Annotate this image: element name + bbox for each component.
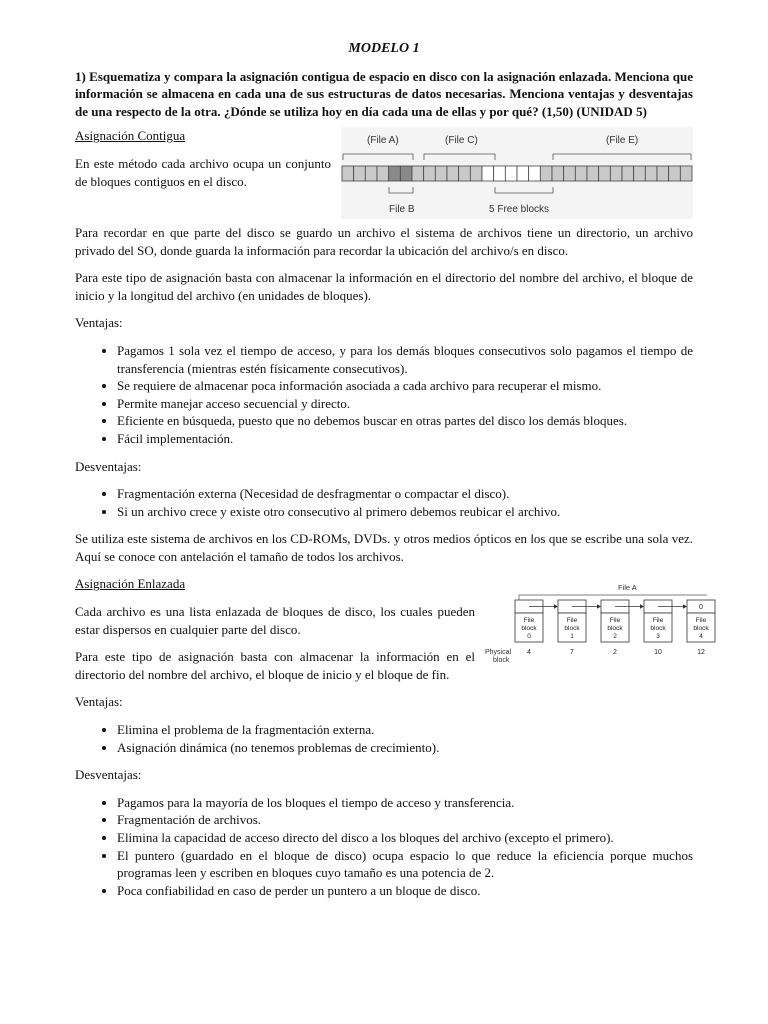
disk-block (389, 166, 401, 181)
physical-block-number: 4 (527, 649, 531, 657)
disk-block (575, 166, 587, 181)
list-item: • Elimina el problema de la fragmentación externa. (117, 721, 693, 739)
contigua-desventajas-label: Desventajas: (75, 458, 142, 474)
file-block-word: File (652, 617, 664, 625)
list-item: • Si un archivo crece y existe otro consecutivo al primero debemos reubicar el archivo. (117, 503, 693, 521)
logical-block-number: 4 (699, 633, 703, 641)
arrow-head (640, 605, 644, 609)
disk-block (494, 166, 506, 181)
contigua-ventajas-label: Ventajas: (75, 315, 123, 331)
enlazada-desventajas-label: Desventajas: (75, 767, 142, 783)
file-block-word: block (521, 625, 537, 633)
physical-block-number: 2 (613, 649, 617, 657)
file-block-word: block (607, 625, 623, 633)
logical-block-number: 3 (656, 633, 660, 641)
disk-block (354, 166, 366, 181)
disk-block (552, 166, 564, 181)
label-free-blocks: 5 Free blocks (489, 204, 550, 216)
enlazada-desventajas-list (75, 794, 693, 900)
disk-block (482, 166, 494, 181)
section-heading-enlazada: Asignación Enlazada (75, 576, 186, 592)
list-item: • Poca confiabilidad en caso de perder un puntero a un bloque de disco. (117, 882, 693, 900)
enlazada-list-text: Cada archivo es una lista enlazada de bloques de disco, los cuales pueden estar dispersos en cualquier parte del disco. (75, 604, 475, 637)
enlazada-ventajas-list (75, 721, 693, 756)
disk-blocks (342, 166, 692, 181)
enlazada-intro-column (75, 575, 475, 693)
label-block: block (493, 657, 510, 665)
arrow-head (597, 605, 601, 609)
contigua-desventajas-list (75, 485, 693, 520)
label-file-a-linked: File A (618, 583, 637, 593)
file-block-word: block (650, 625, 666, 633)
contiguous-allocation-figure (341, 127, 693, 224)
disk-block (587, 166, 599, 181)
disk-block (540, 166, 552, 181)
contigua-ventajas-list (75, 342, 693, 448)
disk-block (599, 166, 611, 181)
contiguous-allocation-diagram (341, 127, 693, 219)
disk-block (377, 166, 389, 181)
list-item: • El puntero (guardado en el bloque de disco) ocupa espacio lo que reduce la eficiencia porque muchos programas leen y escriben en bloques cuyo tamaño es una potencia de 2. (117, 847, 693, 882)
label-file-b: File B (389, 204, 415, 216)
disk-block (424, 166, 436, 181)
file-block-word: File (695, 617, 707, 625)
physical-block-number: 10 (654, 649, 662, 657)
disk-block (517, 166, 529, 181)
file-block-word: File (566, 617, 578, 625)
file-block-word: File (523, 617, 535, 625)
file-a-bracket (519, 595, 707, 600)
label-file-c: (File C) (445, 135, 478, 147)
contigua-intro-text: En este método cada archivo ocupa un conjunto de bloques contiguos en el disco. (75, 155, 331, 189)
list-item: • Fragmentación de archivos. (117, 811, 693, 829)
disk-block (669, 166, 681, 181)
logical-block-number: 0 (527, 633, 531, 641)
list-item: • Asignación dinámica (no tenemos problemas de crecimiento). (117, 739, 693, 757)
disk-block (447, 166, 459, 181)
physical-block-number: 7 (570, 649, 574, 657)
disk-block (470, 166, 482, 181)
list-item: • Pagamos para la mayoría de los bloques el tiempo de acceso y transferencia. (117, 794, 693, 812)
contigua-intro-row (75, 127, 693, 224)
document-title: MODELO 1 (348, 41, 420, 56)
label-physical: Physical (485, 649, 512, 657)
contigua-intro-column (75, 127, 331, 200)
linked-allocation-figure (485, 575, 709, 672)
disk-block (435, 166, 447, 181)
file-block-word: block (564, 625, 580, 633)
linked-allocation-diagram (485, 575, 709, 667)
enlazada-ventajas-label: Ventajas: (75, 694, 123, 710)
section-heading-contigua: Asignación Contigua (75, 128, 186, 144)
arrow-head (554, 605, 558, 609)
contigua-uso-text: Se utiliza este sistema de archivos en los CD-ROMs, DVDs. y otros medios ópticos en los que se escribe una sola vez. Aquí se conoce con antelación el tamaño de todos los archivos. (75, 531, 693, 564)
disk-block (645, 166, 657, 181)
enlazada-metadata-text: Para este tipo de asignación basta con almacenar la información en el directorio del nombre del archivo, el bloque de inicio y el bloque de fin. (75, 649, 475, 682)
list-item: • Se requiere de almacenar poca información asociada a cada archivo para recuperar el mismo. (117, 377, 693, 395)
disk-block (634, 166, 646, 181)
label-file-e: (File E) (606, 135, 639, 147)
disk-block (622, 166, 634, 181)
logical-block-number: 1 (570, 633, 574, 641)
contigua-metadata-text: Para este tipo de asignación basta con almacenar la información en el directorio del nombre del archivo, el bloque de inicio y la longitud del archivo (en unidades de bloques). (75, 270, 693, 303)
enlazada-intro-row (75, 575, 709, 693)
contigua-directory-text: Para recordar en que parte del disco se guardo un archivo el sistema de archivos tiene un directorio, un archivo privado del SO, donde guarda la información para recordar la ubicación del archivo/s en disco. (75, 224, 693, 258)
disk-block (412, 166, 424, 181)
list-item: • Elimina la capacidad de acceso directo del disco a los bloques del archivo (excepto el primero). (117, 829, 693, 847)
list-item: • Fácil implementación. (117, 430, 693, 448)
disk-block (505, 166, 517, 181)
file-block-word: block (693, 625, 709, 633)
end-pointer-value: 0 (699, 604, 703, 612)
question-statement: 1) Esquematiza y compara la asignación contigua de espacio en disco con la asignación enlazada. Menciona que información se almacena en cada una de sus estructuras de datos necesarias. Menciona ventajas y desventajas de una respecto de la otra. ¿Dónde se utiliza hoy en día cada una de ellas y por qué? (1,50) (UNIDAD 5) (75, 68, 693, 119)
document-page (75, 40, 709, 909)
disk-block (657, 166, 669, 181)
disk-block (365, 166, 377, 181)
disk-block (564, 166, 576, 181)
arrow-head (683, 605, 687, 609)
list-item: • Fragmentación externa (Necesidad de desfragmentar o compactar el disco). (117, 485, 693, 503)
list-item: • Eficiente en búsqueda, puesto que no debemos buscar en otras partes del disco los demás bloques. (117, 412, 693, 430)
disk-block (459, 166, 471, 181)
file-block-word: File (609, 617, 621, 625)
disk-block (610, 166, 622, 181)
linked-blocks (515, 600, 715, 656)
physical-block-number: 12 (697, 649, 705, 657)
list-item: • Pagamos 1 sola vez el tiempo de acceso, y para los demás bloques consecutivos solo pagamos el tiempo de transferencia (mientras estén físicamente consecutivos). (117, 342, 693, 377)
disk-block (529, 166, 541, 181)
disk-block (680, 166, 692, 181)
list-item: • Permite manejar acceso secuencial y directo. (117, 395, 693, 413)
disk-block (400, 166, 412, 181)
disk-block (342, 166, 354, 181)
label-file-a: (File A) (367, 135, 399, 147)
logical-block-number: 2 (613, 633, 617, 641)
